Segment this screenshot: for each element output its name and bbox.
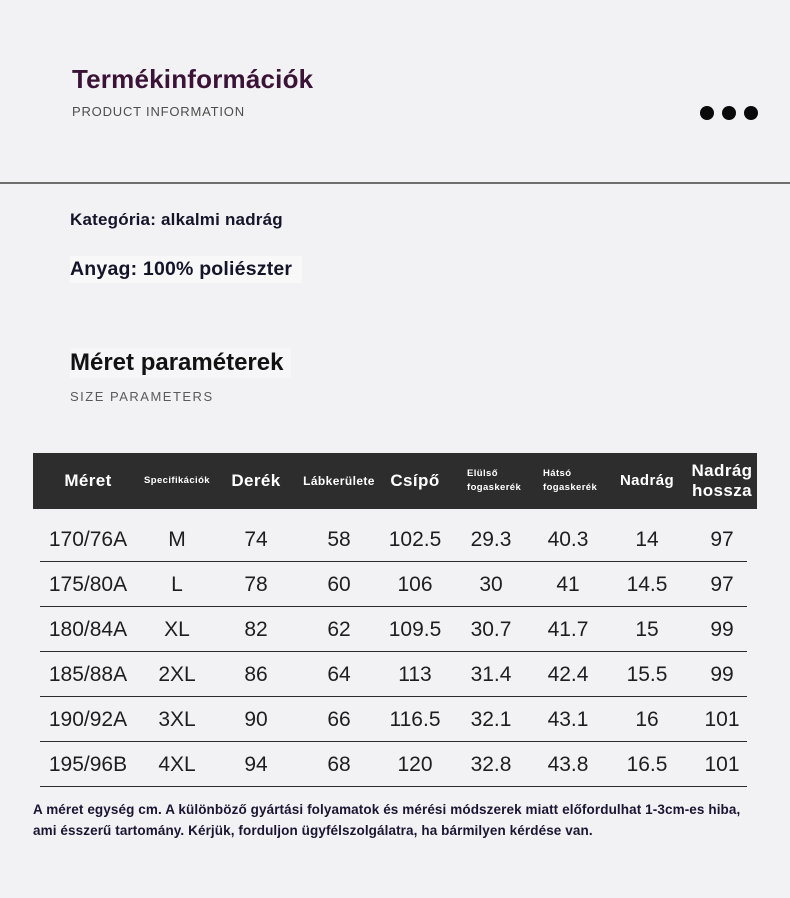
column-header-specifikaciok: Specifikációk [144,475,210,487]
table-cell: 109.5 [388,618,442,641]
table-row [33,742,757,787]
table-header-row [33,453,757,509]
table-cell: 41.7 [547,618,589,641]
table-cell: 190/92A [48,708,128,731]
table-cell: 74 [244,528,268,551]
size-disclaimer-note: A méret egység cm. A különböző gyártási folyamatok és mérési módszerek miatt előfordulhat 1-3cm-es hiba, ami ésszerű tartomány. Kérjük, forduljon ügyfélszolgálatra, ha bármilyen kérdése van. [33,802,741,838]
table-cell: 94 [244,753,268,776]
table-cell: 78 [244,573,268,596]
table-cell: 32.1 [470,708,512,731]
table-cell: 101 [704,708,740,731]
column-header-csipo: Csípő [390,470,440,490]
table-row [33,697,757,742]
ellipsis-icon [700,106,758,120]
table-cell: 43.8 [547,753,589,776]
table-cell: 185/88A [48,663,128,686]
table-cell: L [171,573,183,596]
table-cell: 82 [244,618,268,641]
table-cell: 62 [327,618,351,641]
table-cell: 180/84A [48,618,128,641]
table-cell: 113 [398,663,432,686]
table-cell: 14.5 [626,573,668,596]
table-cell: 15.5 [626,663,668,686]
table-cell: 58 [327,528,351,551]
page-subtitle: PRODUCT INFORMATION [72,104,245,119]
table-cell: 99 [710,663,734,686]
column-header-derek: Derék [231,470,281,490]
table-row [33,517,757,562]
table-cell: 97 [710,573,734,596]
table-cell: 29.3 [470,528,512,551]
size-table [33,453,757,787]
table-cell: 102.5 [388,528,442,551]
column-header-labkerulete: Lábkerülete [303,473,375,488]
table-cell: 116.5 [389,708,441,731]
page-header [0,0,790,184]
table-row [33,652,757,697]
table-cell: 16.5 [626,753,668,776]
table-cell: 15 [635,618,659,641]
table-cell: 99 [710,618,734,641]
table-cell: 31.4 [470,663,512,686]
table-cell: 43.1 [547,708,589,731]
table-cell: 3XL [158,708,196,731]
table-cell: 2XL [158,663,196,686]
table-cell: 106 [397,573,433,596]
table-cell: 120 [397,753,433,776]
size-parameters-title: Méret paraméterek [70,348,291,378]
table-cell: 30.7 [470,618,512,641]
size-parameters-subtitle: SIZE PARAMETERS [70,389,214,404]
table-cell: 32.8 [470,753,512,776]
table-cell: 90 [244,708,268,731]
table-cell: 68 [327,753,351,776]
page-title: Termékinformációk [72,64,314,94]
table-cell: 4XL [158,753,196,776]
dot-icon [744,106,758,120]
table-cell: XL [164,618,190,641]
table-cell: 170/76A [48,528,128,551]
dot-icon [722,106,736,120]
table-cell: 86 [244,663,268,686]
column-header-meret: Méret [64,470,112,490]
table-body [33,509,757,787]
column-header-nadrag-hossza: Nadrág hossza [691,461,753,500]
material-text: Anyag: 100% poliészter [70,256,302,283]
table-cell: 195/96B [48,753,128,776]
table-cell: 16 [635,708,659,731]
table-cell: 97 [710,528,734,551]
table-cell: 60 [327,573,351,596]
table-cell: 175/80A [48,573,128,596]
column-header-nadrag: Nadrág [619,472,675,489]
table-cell: 101 [704,753,740,776]
dot-icon [700,106,714,120]
table-row [33,562,757,607]
table-cell: 40.3 [547,528,589,551]
table-cell: 42.4 [547,663,589,686]
category-text: Kategória: alkalmi nadrág [70,210,283,229]
column-header-hatso-fogaskerek: Hátsó fogaskerék [543,467,598,493]
table-cell: 66 [327,708,351,731]
table-cell: 41 [556,573,580,596]
table-cell: 30 [479,573,503,596]
column-header-elulso-fogaskerek: Elülső fogaskerék [467,467,522,493]
table-cell: 64 [327,663,351,686]
table-cell: 14 [635,528,659,551]
table-row [33,607,757,652]
table-cell: M [168,528,186,551]
